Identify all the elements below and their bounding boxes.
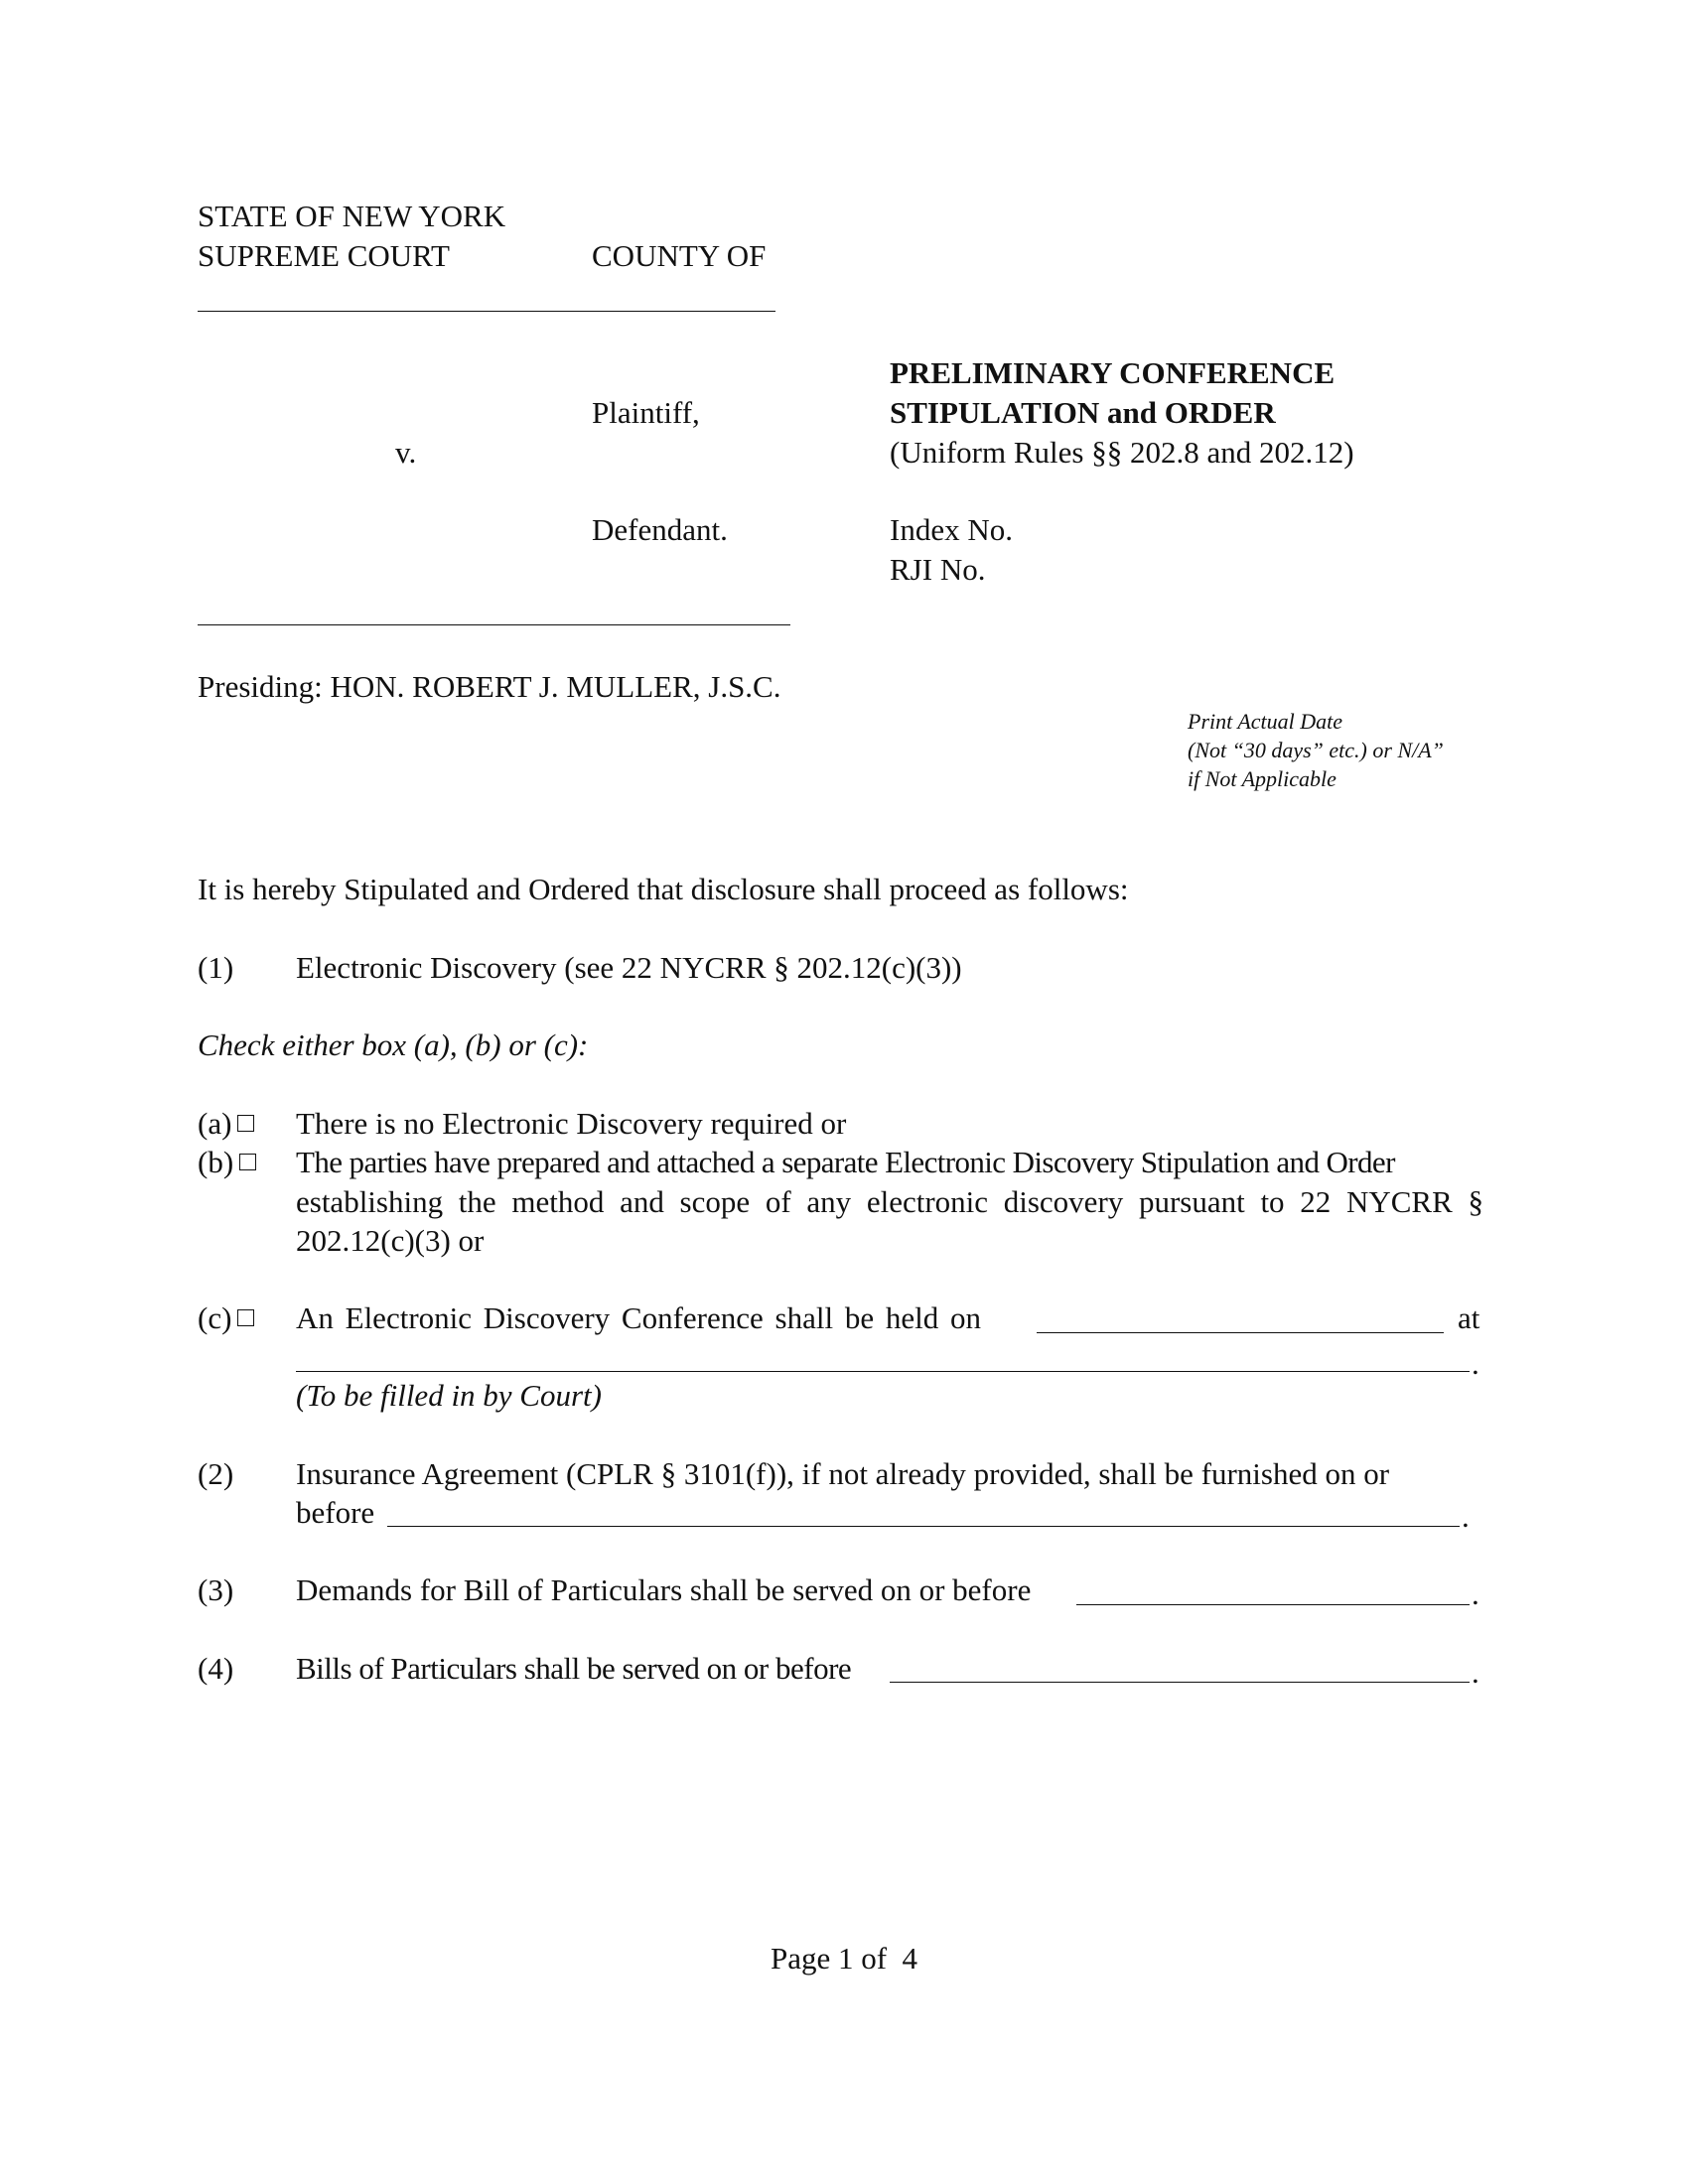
option-c-time-blank[interactable]	[296, 1371, 1470, 1372]
item1-text: Electronic Discovery (see 22 NYCRR § 202.12(c)(3))	[296, 950, 962, 985]
item3-number: (3)	[198, 1572, 234, 1607]
item2-line2: before	[296, 1495, 375, 1530]
item4-date-blank[interactable]	[890, 1682, 1470, 1683]
item2-number: (2)	[198, 1456, 234, 1491]
caption-bottom-rule	[198, 624, 790, 625]
option-c-at: at	[1458, 1300, 1480, 1335]
date-note-line3: if Not Applicable	[1188, 766, 1336, 791]
date-note-line1: Print Actual Date	[1188, 709, 1343, 734]
option-c-period: .	[1472, 1346, 1479, 1381]
caption-defendant: Defendant.	[592, 512, 728, 547]
option-b-label: (b)	[198, 1145, 234, 1179]
doc-title-line3: (Uniform Rules §§ 202.8 and 202.12)	[890, 435, 1354, 470]
check-instruction: Check either box (a), (b) or (c):	[198, 1027, 589, 1062]
caption-top-rule	[198, 311, 775, 312]
item4-text: Bills of Particulars shall be served on or before	[296, 1651, 852, 1686]
item3-date-blank[interactable]	[1076, 1604, 1470, 1605]
rji-number-label: RJI No.	[890, 552, 986, 587]
option-c-note: (To be filled in by Court)	[296, 1378, 602, 1413]
item4-number: (4)	[198, 1651, 234, 1686]
option-b-checkbox[interactable]	[239, 1154, 256, 1170]
caption-plaintiff: Plaintiff,	[592, 395, 700, 430]
option-b-line1: The parties have prepared and attached a separate Electronic Discovery Stipulation and Order	[296, 1145, 1395, 1179]
option-c-text: An Electronic Discovery Conference shall be held on	[296, 1300, 981, 1335]
date-note-line2: (Not “30 days” etc.) or N/A”	[1188, 738, 1444, 762]
option-c	[198, 1298, 254, 1338]
intro-text: It is hereby Stipulated and Ordered that disclosure shall proceed as follows:	[198, 872, 1129, 906]
index-number-label: Index No.	[890, 512, 1013, 547]
doc-title-line2: STIPULATION and ORDER	[890, 395, 1276, 430]
item2-line1: Insurance Agreement (CPLR § 3101(f)), if not already provided, shall be furnished on or	[296, 1456, 1390, 1491]
option-a	[198, 1104, 254, 1144]
item2-date-blank[interactable]	[387, 1526, 1460, 1527]
caption-versus: v.	[395, 435, 417, 470]
item3-text: Demands for Bill of Particulars shall be served on or before	[296, 1572, 1032, 1607]
option-b-line2: establishing the method and scope of any electronic discovery pursuant to 22 NYCRR §	[296, 1184, 1483, 1219]
page-number: Page 1 of 4	[770, 1941, 918, 1976]
caption-court: SUPREME COURT	[198, 238, 450, 273]
caption-county: COUNTY OF	[592, 238, 767, 273]
option-a-text: There is no Electronic Discovery required or	[296, 1106, 847, 1141]
option-a-checkbox[interactable]	[237, 1115, 254, 1132]
doc-title-line1: PRELIMINARY CONFERENCE	[890, 355, 1336, 390]
option-c-checkbox[interactable]	[237, 1309, 254, 1326]
item1-number: (1)	[198, 950, 234, 985]
presiding-judge: Presiding: HON. ROBERT J. MULLER, J.S.C.	[198, 669, 781, 704]
item3-period: .	[1472, 1576, 1479, 1611]
option-a-label: (a)	[198, 1106, 232, 1141]
option-c-label: (c)	[198, 1300, 232, 1335]
item2-period: .	[1462, 1499, 1470, 1534]
item4-period: .	[1472, 1655, 1479, 1690]
caption-state: STATE OF NEW YORK	[198, 199, 506, 233]
option-b-line3: 202.12(c)(3) or	[296, 1223, 485, 1258]
option-c-date-blank[interactable]	[1037, 1332, 1444, 1333]
option-b	[198, 1143, 256, 1182]
